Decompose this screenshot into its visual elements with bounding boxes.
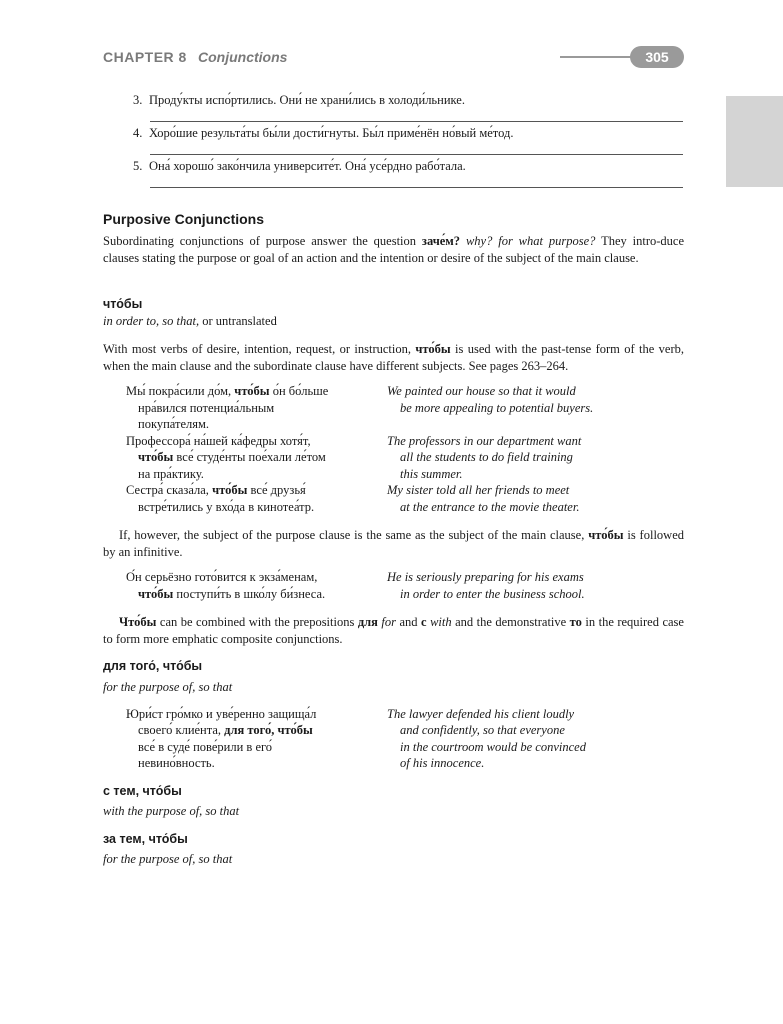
chapter-label: CHAPTER 8 [103, 49, 187, 65]
infinitive-paragraph: If, however, the subject of the purpose clause is the same as the subject of the main clause, что́бы is followed by an infinitive. [103, 528, 684, 559]
side-thumb-tab [726, 96, 783, 187]
example-ru: своего́ клие́нта, для того́, что́бы [138, 723, 313, 737]
example-en: He is seriously preparing for his exams [387, 570, 584, 584]
example-ru: Мы́ покра́сили до́м, что́бы о́н бо́льше [126, 384, 329, 398]
exercise-number: 5. [133, 159, 143, 173]
dlya-heading: для того́, что́бы [103, 659, 203, 673]
example-en: We painted our house so that it would [387, 384, 576, 398]
example-en: in the courtroom would be convinced [400, 740, 586, 754]
exercise-text: Хоро́шие результа́ты бы́ли дости́гнуты. Бы́л приме́нён но́вый ме́тод. [149, 126, 514, 140]
composite-paragraph: Что́бы can be combined with the prepositions для for and с with and the demonstrative то in the required case to form more emphatic composite conjunctions. [103, 615, 684, 646]
example-en: The professors in our department want [387, 434, 582, 448]
example-en: and confidently, so that everyone [400, 723, 565, 737]
example-ru: невино́вность. [138, 756, 215, 770]
page-number: 305 [630, 46, 684, 68]
za-tem-heading: за тем, что́бы [103, 832, 188, 846]
example-ru: Юри́ст гро́мко и уве́ренно защища́л [126, 707, 317, 721]
exercise-item [133, 126, 513, 141]
chapter-title: Conjunctions [198, 49, 288, 65]
answer-line [150, 121, 683, 122]
example-en: in order to enter the business school. [400, 587, 585, 601]
example-en: My sister told all her friends to meet [387, 483, 570, 497]
example-ru: О́н серьёзно гото́вится к экза́менам, [126, 570, 318, 584]
example-ru: нра́вился потенциа́льным [138, 401, 275, 415]
example-en: this summer. [400, 467, 463, 481]
example-ru: что́бы поступи́ть в шко́лу би́знеса. [138, 587, 326, 601]
answer-line [150, 154, 683, 155]
example-ru: встре́тились у вхо́да в кинотеа́тр. [138, 500, 315, 514]
chtoby-gloss: in order to, so that, or untranslated [103, 314, 277, 328]
chtoby-paragraph: With most verbs of desire, intention, request, or instruction, что́бы is used with the past-tense form of the verb, when the main clause and the subordinate clause have different subjects. See pages 263–264. [103, 342, 684, 373]
example-en: be more appealing to potential buyers. [400, 401, 594, 415]
exercise-text: Проду́кты испо́ртились. Они́ не храни́лись в холоди́льнике. [149, 93, 465, 107]
dlya-gloss: for the purpose of, so that [103, 680, 233, 694]
chtoby-heading: что́бы [103, 297, 143, 311]
example-ru: Профессора́ на́шей ка́федры хотя́т, [126, 434, 311, 448]
example-en: of his innocence. [400, 756, 485, 770]
intro-paragraph: Subordinating conjunctions of purpose answer the question заче́м? why? for what purpose? They intro-duce clauses stating the purpose or goal of an action and the intention or desire of the subject of the main clause. [103, 234, 685, 265]
example-ru: на пра́ктику. [138, 467, 204, 481]
exercise-item [133, 93, 465, 108]
s-tem-heading: с тем, что́бы [103, 784, 182, 798]
exercise-number: 4. [133, 126, 143, 140]
exercise-item [133, 159, 466, 174]
example-en: all the students to do field training [400, 450, 573, 464]
section-heading: Purposive Conjunctions [103, 211, 265, 227]
header-rule [560, 56, 640, 58]
example-ru: покупа́телям. [138, 417, 210, 431]
answer-line [150, 187, 683, 188]
example-ru: Сестра́ сказа́ла, что́бы все́ друзья́ [126, 483, 306, 497]
example-en: The lawyer defended his client loudly [387, 707, 575, 721]
example-en: at the entrance to the movie theater. [400, 500, 580, 514]
za-tem-gloss: for the purpose of, so that [103, 852, 233, 866]
exercise-number: 3. [133, 93, 143, 107]
exercise-text: Она́ хорошо́ зако́нчила университе́т. Она́ усе́рдно рабо́тала. [149, 159, 466, 173]
example-ru: все́ в суде́ пове́рили в его́ [138, 740, 273, 754]
s-tem-gloss: with the purpose of, so that [103, 804, 240, 818]
example-ru: что́бы все́ студе́нты пое́хали ле́том [138, 450, 326, 464]
